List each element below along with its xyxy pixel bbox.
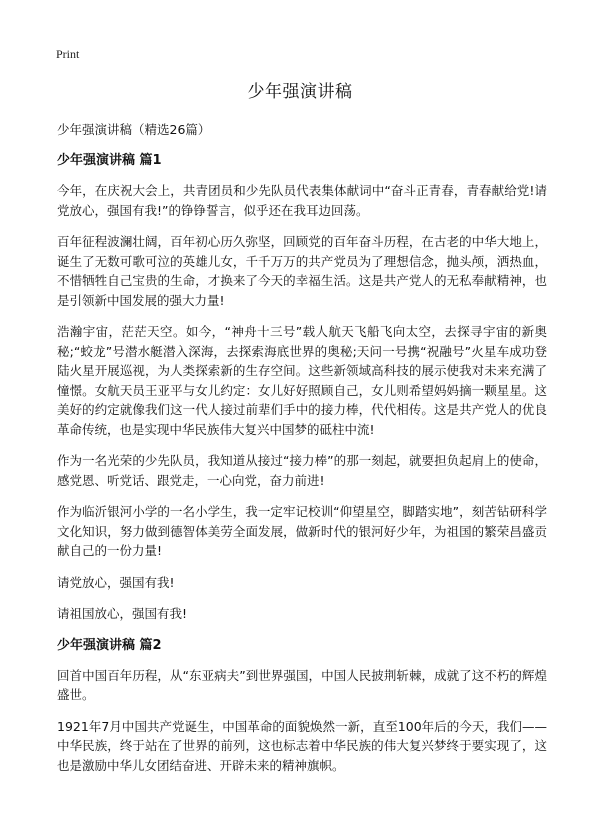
section-heading-2: 少年强演讲稿 篇2 <box>57 637 162 653</box>
print-link[interactable]: Print <box>56 47 80 61</box>
page-title: 少年强演讲稿 <box>247 82 353 102</box>
paragraph: 1921年7月中国共产党诞生，中国革命的面貌焕然一新，直至100年后的今天，我们——中华民族，终于站在了世界的前列，这也标志着中华民族的伟大复兴梦终于要实现了，这也是激励中华儿女团结奋进、开辟未来的精神旗帜。 <box>57 718 547 773</box>
paragraph: 作为临沂银河小学的一名小学生，我一定牢记校训“仰望星空，脚踏实地”，刻苦钻研科学文化知识，努力做到德智体美劳全面发展，做新时代的银河好少年，为祖国的繁荣昌盛贡献自己的一份力量! <box>57 504 547 558</box>
paragraph: 回首中国百年历程，从“东亚病夫”到世界强国，中国人民披荆斩棘，成就了这不朽的辉煌盛世。 <box>57 667 547 702</box>
document-subtitle: 少年强演讲稿（精选26篇） <box>57 122 211 137</box>
paragraph: 请党放心，强国有我! <box>57 574 175 590</box>
section-heading-1: 少年强演讲稿 篇1 <box>57 153 162 168</box>
paragraph: 浩瀚宇宙，茫茫天空。如今，“神舟十三号”载人航天飞船飞向太空，去探寻宇宙的新奥秘;“蛟龙”号潜水艇潜入深海，去探索海底世界的奥秘;天问一号携“祝融号”火星车成功登陆火星开展巡视，为人类探索新的生存空间。这些新领域高科技的展示使我对未来充满了憧憬。女航天员王亚平与女儿约定：女儿好好照顾自己，女儿则希望妈妈摘一颗星星。这美好的约定就像我们这一代人接过前辈们手中的接力棒，代代相传。这是共产党人的优良革命传统，也是实现中华民族伟大复兴中国梦的砥柱中流! <box>57 324 547 437</box>
document-body <box>57 120 547 787</box>
paragraph: 今年，在庆祝大会上，共青团员和少先队员代表集体献词中“奋斗正青春，青春献给党!请党放心，强国有我!”的铮铮誓言，似乎还在我耳边回荡。 <box>57 183 547 218</box>
paragraph: 请祖国放心，强国有我! <box>57 606 188 621</box>
paragraph: 百年征程波澜壮阔，百年初心历久弥坚，回顾党的百年奋斗历程，在古老的中华大地上，诞生了无数可歌可泣的英雄儿女，千千万万的共产党员为了理想信念，抛头颅，洒热血，不惜牺牲自己宝贵的生命，才换来了今天的幸福生活。这是共产党人的无私奉献精神，也是引领新中国发展的强大力量! <box>57 234 547 308</box>
paragraph: 作为一名光荣的少先队员，我知道从接过“接力棒”的那一刻起，就要担负起肩上的使命，感党恩、听党话、跟党走，一心向党，奋力前进! <box>57 453 547 488</box>
